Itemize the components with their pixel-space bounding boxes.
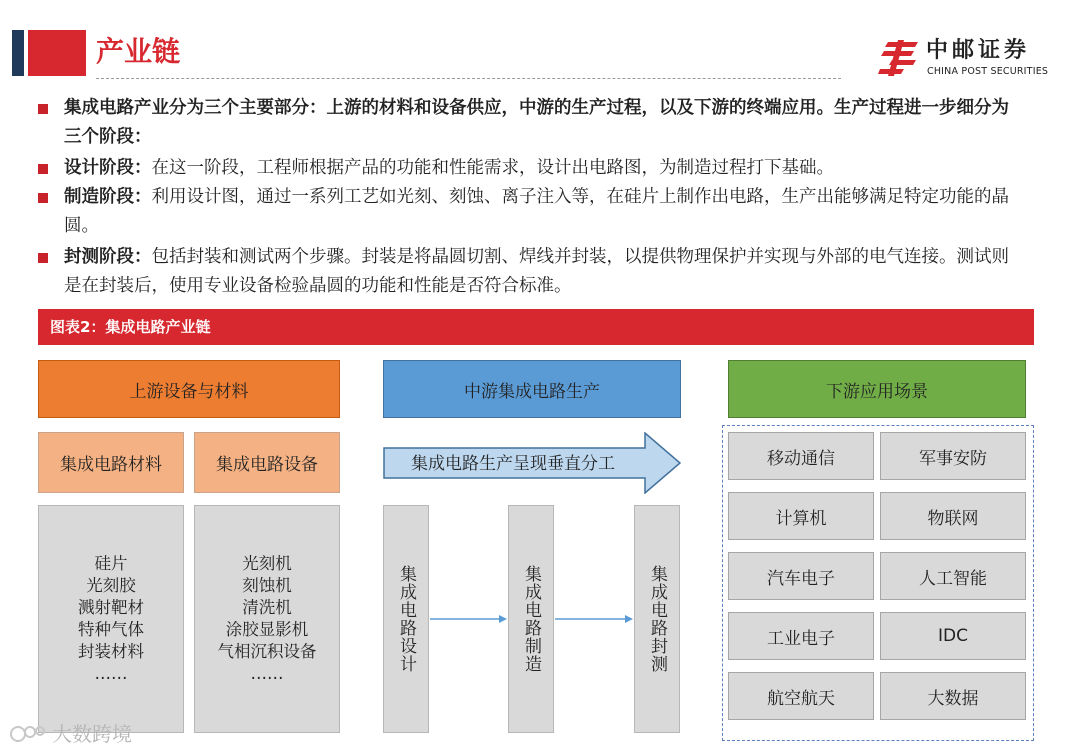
app-box: 物联网 [880, 492, 1026, 540]
vertical-division-arrow [383, 432, 681, 494]
list-item: 光刻机 [242, 554, 292, 573]
app-box: 计算机 [728, 492, 874, 540]
bullet-text: 在这一阶段，工程师根据产品的功能和性能需求，设计出电路图，为制造过程打下基础。 [151, 158, 834, 178]
bullet-square-icon [38, 164, 48, 174]
figure-title: 图表2：集成电路产业链 [50, 318, 211, 336]
app-box: 汽车电子 [728, 552, 874, 600]
equipment-list [194, 505, 340, 733]
list-item: 气相沉积设备 [217, 642, 317, 661]
list-item: 涂胶显影机 [225, 620, 309, 639]
stage-label: 集成电路制造 [521, 565, 541, 673]
bullet-square-icon [38, 253, 48, 263]
list-item: …… [250, 664, 284, 683]
brand-name-en: CHINA POST SECURITIES [927, 66, 1049, 77]
materials-list [38, 505, 184, 733]
header-accent-bar-red [28, 30, 86, 76]
bullet-text: 利用设计图，通过一系列工艺如光刻、刻蚀、离子注入等，在硅片上制作出电路，生产出能够满足特定功能的晶圆。 [64, 187, 1009, 236]
bullet-intro [38, 94, 1023, 152]
list-item: …… [94, 664, 128, 683]
flow-arrow-head-icon [625, 615, 633, 623]
bullet-bold-text: 集成电路产业分为三个主要部分：上游的材料和设备供应，中游的生产过程，以及下游的终端应用。生产过程进一步细分为三个阶段： [64, 98, 1009, 147]
materials-header: 集成电路材料 [38, 432, 184, 493]
bullet-bold-text: 制造阶段： [64, 187, 152, 207]
list-item: 特种气体 [78, 620, 144, 639]
app-box: 人工智能 [880, 552, 1026, 600]
app-box: 军事安防 [880, 432, 1026, 480]
app-box: 工业电子 [728, 612, 874, 660]
header-accent-bar-dark [12, 30, 24, 76]
stage-label: 集成电路封测 [647, 565, 667, 673]
app-box: 航空航天 [728, 672, 874, 720]
equipment-header: 集成电路设备 [194, 432, 340, 493]
page-title: 产业链 [96, 35, 181, 68]
downstream-header: 下游应用场景 [728, 360, 1026, 418]
list-item: 刻蚀机 [242, 576, 292, 595]
app-box: 大数据 [880, 672, 1026, 720]
bullet-square-icon [38, 193, 48, 203]
arrow-label: 集成电路生产呈现垂直分工 [411, 454, 615, 474]
stage-manufacture [508, 505, 554, 733]
watermark-text: 大数跨境 [52, 722, 132, 746]
stage-label: 集成电路设计 [396, 565, 416, 673]
bullet-design [38, 154, 1023, 183]
header-divider [96, 78, 841, 79]
list-item: 溅射靶材 [78, 598, 144, 617]
list-item: 光刻胶 [86, 576, 136, 595]
stage-design [383, 505, 429, 733]
bullet-square-icon [38, 104, 48, 114]
china-post-logo-icon [878, 38, 920, 78]
bullet-manufacture [38, 183, 1023, 241]
bullet-bold-text: 设计阶段： [64, 158, 152, 178]
app-box: 移动通信 [728, 432, 874, 480]
brand-name-cn: 中邮证券 [926, 38, 1031, 63]
bullet-packaging [38, 243, 1023, 301]
bullet-text: 包括封装和测试两个步骤。封装是将晶圆切割、焊线并封装，以提供物理保护并实现与外部的电气连接。测试则是在封装后，使用专业设备检验晶圆的功能和性能是否符合标准。 [64, 247, 1009, 296]
upstream-header: 上游设备与材料 [38, 360, 340, 418]
midstream-header: 中游集成电路生产 [383, 360, 681, 418]
flow-arrow-head-icon [499, 615, 507, 623]
list-item: 封装材料 [78, 642, 144, 661]
list-item: 清洗机 [242, 598, 292, 617]
stage-packaging-test [634, 505, 680, 733]
list-item: 硅片 [94, 554, 128, 573]
watermark-logo-icon [8, 722, 48, 746]
app-box: IDC [880, 612, 1026, 660]
bullet-bold-text: 封测阶段： [64, 247, 152, 267]
